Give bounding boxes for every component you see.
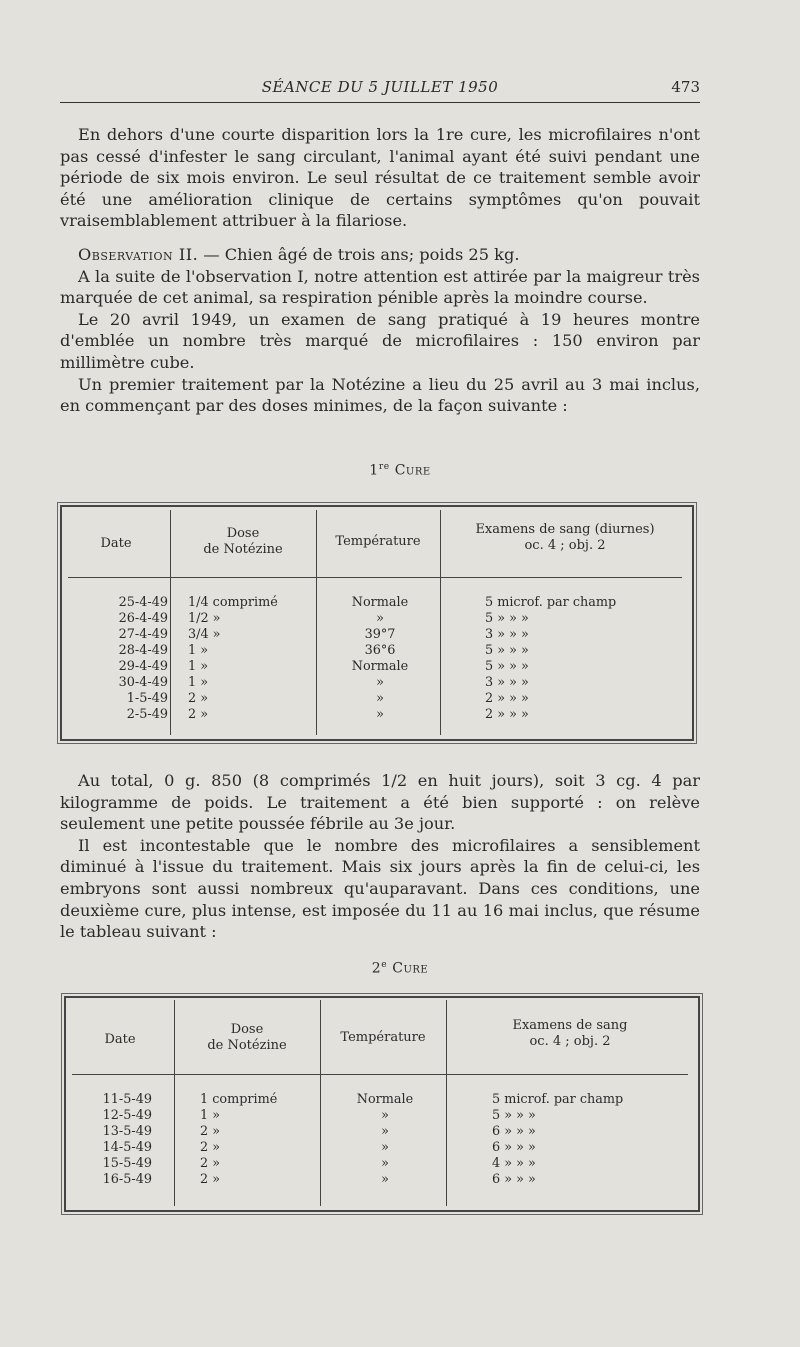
cure-1-exam-cell: 2 » » » bbox=[485, 691, 529, 706]
cure-1-temp-cell: » bbox=[376, 691, 384, 706]
cure-2-temp-cell: » bbox=[381, 1124, 389, 1139]
cure-1-dose-cell: 1 » bbox=[188, 643, 209, 658]
cure-1-header-exam: Examens de sang (diurnes) oc. 4 ; obj. 2 bbox=[475, 522, 655, 553]
cure-1-exam-cell: 5 » » » bbox=[485, 643, 529, 658]
cure-1-temp-cell: » bbox=[376, 675, 384, 690]
cure-2-exam-cell: 6 » » » bbox=[492, 1172, 536, 1187]
cure-2-dose-cell: 2 » bbox=[200, 1172, 221, 1187]
cure-2-date-cell: 13-5-49 bbox=[102, 1124, 152, 1139]
paragraph-1 bbox=[60, 124, 700, 232]
cure-1-date-cell: 29-4-49 bbox=[118, 659, 168, 674]
cure-1-temp-cell: 39°7 bbox=[364, 627, 396, 642]
paragraph-1-text: En dehors d'une courte disparition lors la 1re cure, les microfilaires n'ont pas cessé d'infester le sang circulant, l'animal ayant été suivi pendant une période de six mois environ. Le seul résultat de ce traitement semble avoir été une amélioration clinique de certains symptômes qu'on pouvait vraisemblablement attribuer à la filariose. bbox=[60, 125, 700, 231]
cure-2-date-cell: 14-5-49 bbox=[102, 1140, 152, 1155]
paragraph-3-text: Le 20 avril 1949, un examen de sang pratiqué à 19 heures montre d'emblée un nombre très marqué de microfilaires : 150 environ par millimètre cube. bbox=[60, 309, 700, 372]
cure-2-sup: e bbox=[381, 960, 388, 970]
observation-text: — Chien âgé de trois ans; poids 25 kg. bbox=[198, 245, 520, 264]
cure-2-dose-cell: 1 » bbox=[200, 1108, 221, 1123]
paragraph-5-text: Au total, 0 g. 850 (8 comprimés 1/2 en huit jours), soit 3 cg. 4 par kilogramme de poids. Le traitement a été bien supporté : on relève seulement une petite poussée fébrile au 3e jour. bbox=[60, 771, 700, 834]
cure-2-dates bbox=[82, 1092, 152, 1188]
cure-1-header-temp: Température bbox=[335, 534, 421, 549]
cure-2-temps bbox=[326, 1092, 444, 1188]
cure-1-sup: re bbox=[378, 462, 390, 472]
cure-1-header-dose: Dose de Notézine bbox=[203, 526, 283, 557]
observation-block bbox=[60, 244, 700, 417]
cure-1-doses bbox=[188, 595, 316, 723]
cure-2-date-cell: 16-5-49 bbox=[102, 1172, 152, 1187]
running-header bbox=[60, 78, 700, 103]
cure-1-dose-cell: 3/4 » bbox=[188, 627, 221, 642]
cure-1-exam-cell: 3 » » » bbox=[485, 675, 529, 690]
cure-1-dose-cell: 2 » bbox=[188, 691, 209, 706]
cure-2-dose-cell: 2 » bbox=[200, 1156, 221, 1171]
paragraph-2-text: A la suite de l'observation I, notre attention est attirée par la maigreur très marquée de cet animal, sa respiration pénible après la moindre course. bbox=[60, 266, 700, 308]
cure-2-date-cell: 11-5-49 bbox=[102, 1092, 152, 1107]
cure-1-dose-cell: 1/2 » bbox=[188, 611, 221, 626]
paragraph-5 bbox=[60, 770, 700, 943]
cure-2-header-exam: Examens de sang oc. 4 ; obj. 2 bbox=[512, 1018, 628, 1049]
cure-2-number: 2 bbox=[371, 960, 382, 977]
cure-1-dose-cell: 1 » bbox=[188, 675, 209, 690]
cure-2-doses bbox=[200, 1092, 318, 1188]
cure-2-temp-cell: » bbox=[381, 1108, 389, 1123]
cure-1-heading bbox=[0, 462, 800, 479]
cure-2-header-date: Date bbox=[104, 1032, 136, 1047]
cure-1-date-cell: 1-5-49 bbox=[126, 691, 168, 706]
cure-1-header-date: Date bbox=[100, 536, 132, 551]
cure-1-date-cell: 28-4-49 bbox=[118, 643, 168, 658]
cure-2-date-cell: 15-5-49 bbox=[102, 1156, 152, 1171]
cure-1-temps bbox=[322, 595, 438, 723]
cure-2-exam-cell: 6 » » » bbox=[492, 1124, 536, 1139]
cure-1-word: Cure bbox=[394, 462, 431, 479]
cure-1-exam-cell: 2 » » » bbox=[485, 707, 529, 722]
cure-1-date-cell: 30-4-49 bbox=[118, 675, 168, 690]
cure-1-temp-cell: » bbox=[376, 707, 384, 722]
cure-1-exam-cell: 5 » » » bbox=[485, 659, 529, 674]
cure-1-date-cell: 26-4-49 bbox=[118, 611, 168, 626]
paragraph-4-text: Un premier traitement par la Notézine a lieu du 25 avril au 3 mai inclus, en commençant par des doses minimes, de la façon suivante : bbox=[60, 374, 700, 416]
cure-1-dates bbox=[78, 595, 168, 723]
cure-1-date-cell: 2-5-49 bbox=[126, 707, 168, 722]
cure-1-temp-cell: Normale bbox=[351, 659, 409, 674]
cure-2-dose-cell: 1 comprimé bbox=[200, 1092, 278, 1107]
cure-1-temp-cell: 36°6 bbox=[364, 643, 396, 658]
cure-2-temp-cell: » bbox=[381, 1156, 389, 1171]
cure-2-exams bbox=[492, 1092, 688, 1188]
cure-1-exam-cell: 5 microf. par champ bbox=[485, 595, 617, 610]
cure-1-dose-cell: 2 » bbox=[188, 707, 209, 722]
cure-2-exam-cell: 5 microf. par champ bbox=[492, 1092, 624, 1107]
cure-1-exam-cell: 3 » » » bbox=[485, 627, 529, 642]
cure-1-exams bbox=[485, 595, 685, 723]
cure-1-temp-cell: Normale bbox=[351, 595, 409, 610]
cure-1-temp-cell: » bbox=[376, 611, 384, 626]
cure-2-header-dose: Dose de Notézine bbox=[207, 1022, 287, 1053]
cure-1-date-cell: 25-4-49 bbox=[118, 595, 168, 610]
observation-heading bbox=[60, 244, 700, 266]
cure-2-dose-cell: 2 » bbox=[200, 1140, 221, 1155]
page-number: 473 bbox=[671, 78, 700, 96]
cure-2-word: Cure bbox=[392, 960, 429, 977]
cure-2-exam-cell: 6 » » » bbox=[492, 1140, 536, 1155]
cure-1-dose-cell: 1 » bbox=[188, 659, 209, 674]
cure-2-temp-cell: Normale bbox=[356, 1092, 414, 1107]
cure-1-number: 1 bbox=[369, 462, 379, 479]
cure-2-exam-cell: 4 » » » bbox=[492, 1156, 536, 1171]
cure-2-exam-cell: 5 » » » bbox=[492, 1108, 536, 1123]
cure-2-header-temp: Température bbox=[340, 1030, 426, 1045]
cure-2-heading bbox=[0, 960, 800, 977]
paragraph-6-text: Il est incontestable que le nombre des microfilaires a sensiblement diminué à l'issue du traitement. Mais six jours après la fin de celui-ci, les embryons sont aussi nombreux qu'auparavant. Dans ces conditions, une deuxième cure, plus intense, est imposée du 11 au 16 mai inclus, que résume le tableau suivant : bbox=[60, 835, 700, 942]
cure-2-dose-cell: 2 » bbox=[200, 1124, 221, 1139]
cure-2-temp-cell: » bbox=[381, 1140, 389, 1155]
cure-1-date-cell: 27-4-49 bbox=[118, 627, 168, 642]
observation-label: Observation II. bbox=[78, 245, 199, 264]
running-title: SÉANCE DU 5 JUILLET 1950 bbox=[261, 78, 499, 96]
cure-1-dose-cell: 1/4 comprimé bbox=[188, 595, 278, 610]
cure-2-temp-cell: » bbox=[381, 1172, 389, 1187]
cure-1-exam-cell: 5 » » » bbox=[485, 611, 529, 626]
cure-2-date-cell: 12-5-49 bbox=[102, 1108, 152, 1123]
